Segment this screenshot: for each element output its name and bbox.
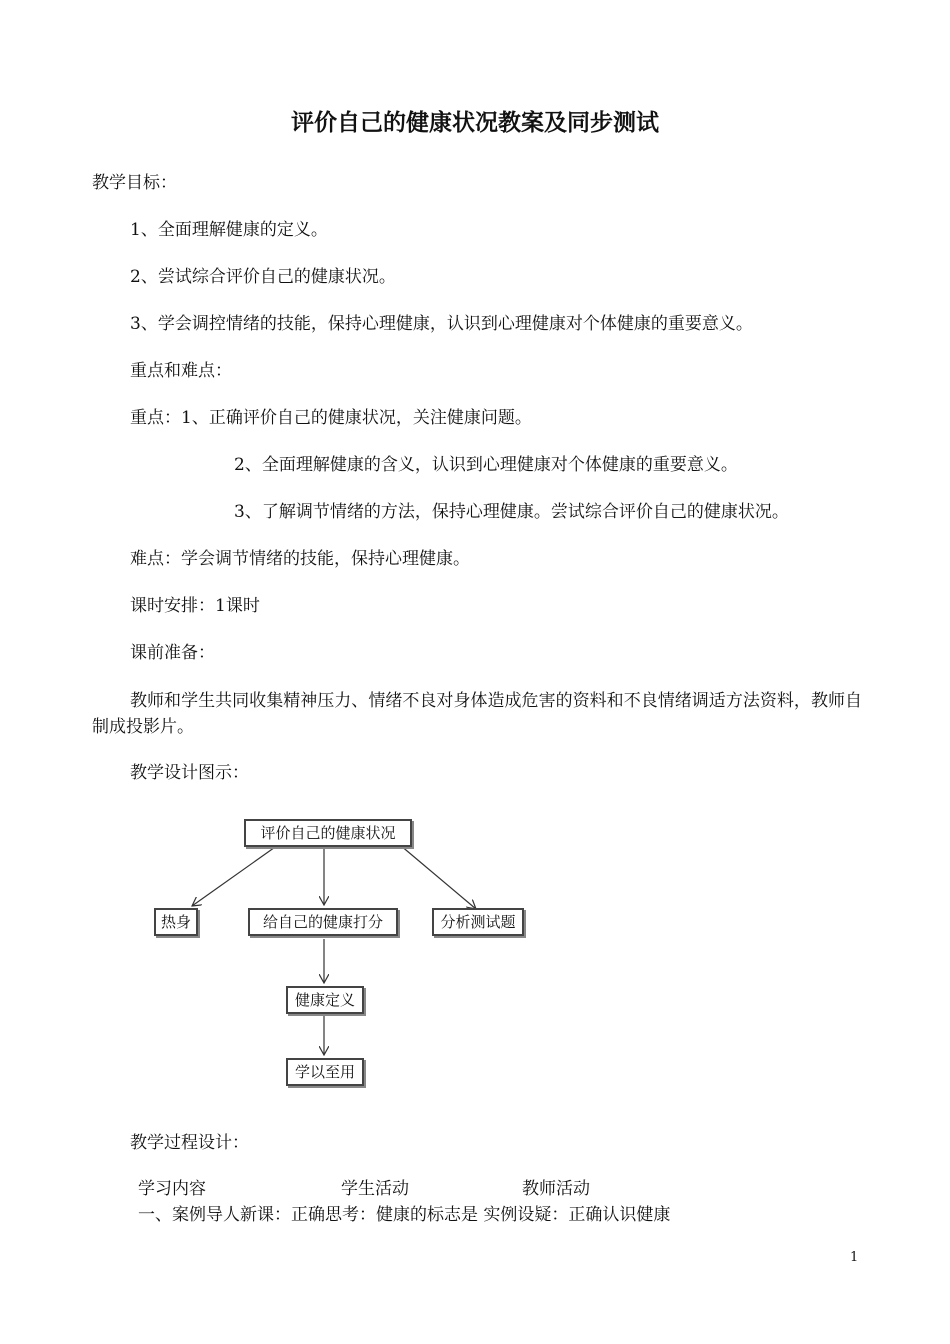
objective-item: 3、学会调控情绪的技能，保持心理健康，认识到心理健康对个体健康的重要意义。 xyxy=(130,314,753,334)
table-header-teacher: 教师活动 xyxy=(522,1179,590,1199)
page-title: 评价自己的健康状况教案及同步测试 xyxy=(291,110,659,136)
table-header-student: 学生活动 xyxy=(341,1179,409,1199)
design-heading: 教学设计图示： xyxy=(130,763,249,783)
page-number: 1 xyxy=(850,1250,859,1265)
diagram-node-apply: 学以至用 xyxy=(286,1058,364,1086)
process-heading: 教学过程设计： xyxy=(130,1133,249,1153)
key-points-heading: 重点和难点： xyxy=(130,361,232,381)
table-header-content: 学习内容 xyxy=(138,1179,206,1199)
teaching-design-diagram xyxy=(150,815,530,1090)
diagram-node-definition: 健康定义 xyxy=(286,986,364,1014)
objectives-heading: 教学目标： xyxy=(92,173,177,193)
difficulty-text: 难点：学会调节情绪的技能，保持心理健康。 xyxy=(130,549,470,569)
key-point-item: 重点：1、正确评价自己的健康状况，关注健康问题。 xyxy=(130,408,532,428)
diagram-node-warmup: 热身 xyxy=(154,908,198,936)
diagram-arrows xyxy=(150,815,530,1090)
schedule-text: 课时安排：1课时 xyxy=(130,596,260,616)
arrow-root-to-left xyxy=(192,845,278,906)
key-point-item: 3、了解调节情绪的方法，保持心理健康。尝试综合评价自己的健康状况。 xyxy=(234,502,789,522)
objective-item: 2、尝试综合评价自己的健康状况。 xyxy=(130,267,396,287)
arrow-root-to-right xyxy=(400,845,476,909)
diagram-node-score: 给自己的健康打分 xyxy=(248,908,398,936)
prep-paragraph: 教师和学生共同收集精神压力、情绪不良对身体造成危害的资料和不良情绪调适方法资料，教师自制成投影片。 xyxy=(92,691,862,737)
prep-heading: 课前准备： xyxy=(130,643,215,663)
diagram-node-root: 评价自己的健康状况 xyxy=(244,819,412,847)
diagram-node-analysis: 分析测试题 xyxy=(432,908,524,936)
table-row: 一、案例导人新课：正确思考：健康的标志是 实例设疑：正确认识健康 xyxy=(138,1205,671,1225)
objective-item: 1、全面理解健康的定义。 xyxy=(130,220,328,240)
key-point-item: 2、全面理解健康的含义，认识到心理健康对个体健康的重要意义。 xyxy=(234,455,738,475)
